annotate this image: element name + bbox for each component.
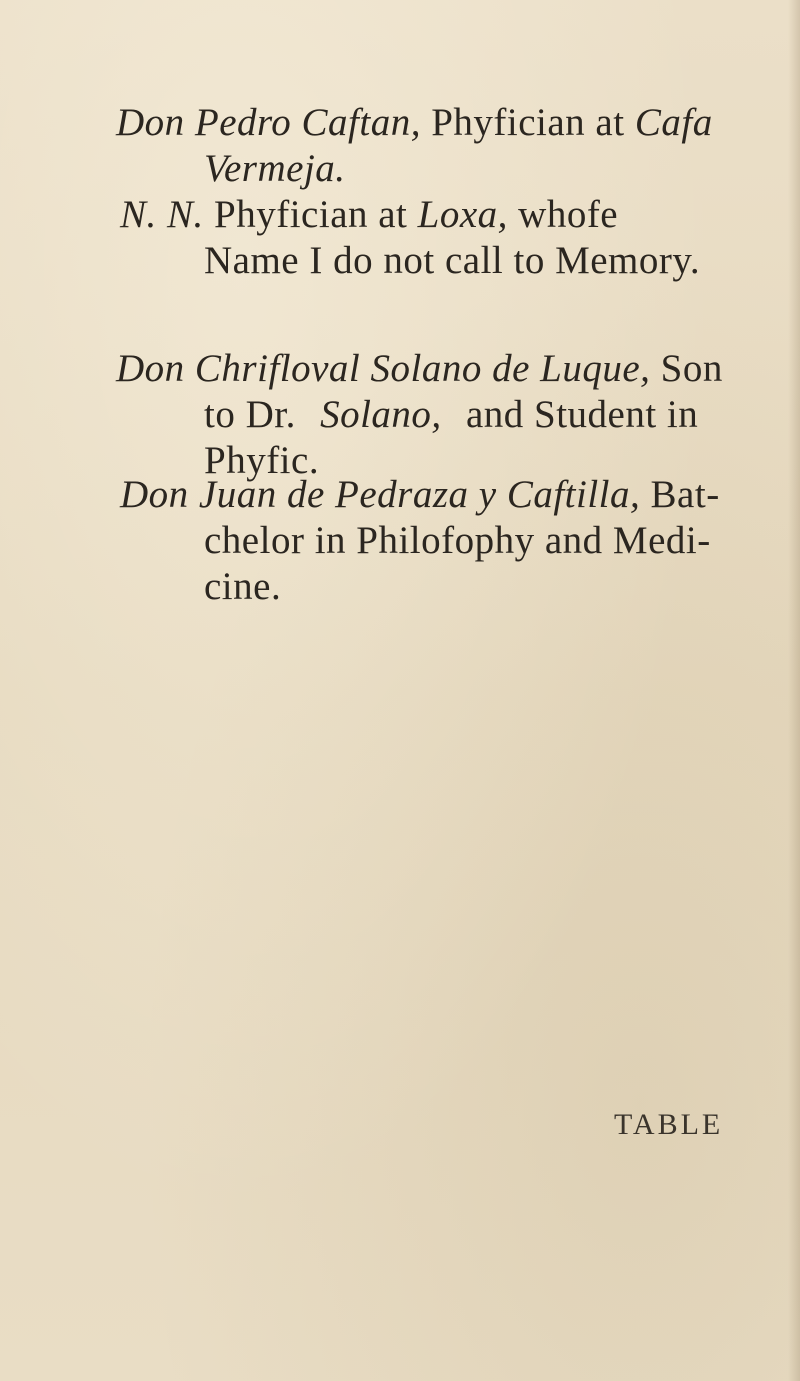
entry-line <box>120 472 740 518</box>
entry-text: Bat- <box>650 473 720 516</box>
entry-name: Don Juan de Pedraza y Caftilla, <box>120 473 641 516</box>
entry-line: Name I do not call to Memory. <box>204 239 701 282</box>
entry-line: cine. <box>204 565 282 608</box>
entry-text: Phyfician at <box>214 193 408 236</box>
entry-pedro-caftan <box>116 100 740 192</box>
entry-line: chelor in Philofophy and Medi- <box>204 519 711 562</box>
entry-name: Don Chrifloval Solano de Luque, <box>116 347 651 390</box>
entry-text: and Student in <box>465 393 699 436</box>
entry-text: Son <box>660 347 723 390</box>
catchword: TABLE <box>614 1108 724 1141</box>
entry-name: N. N. <box>120 193 204 236</box>
entry-line <box>116 100 740 146</box>
entry-text: whofe <box>518 193 619 236</box>
entry-line: Vermeja. <box>204 147 346 190</box>
entry-line: Phyfic. <box>204 439 320 482</box>
entry-line <box>116 346 740 392</box>
entry-text: Phyfician at <box>431 101 625 144</box>
entry-place: Loxa, <box>417 193 508 236</box>
entry-chrifloval-solano <box>116 346 740 484</box>
entry-line <box>120 392 740 438</box>
entry-line <box>120 192 740 238</box>
entry-text: to Dr. <box>204 393 296 436</box>
entry-name: Don Pedro Caftan, <box>116 101 421 144</box>
entry-juan-pedraza <box>120 472 740 610</box>
entry-name: Solano, <box>320 393 442 436</box>
entry-place: Cafa <box>634 101 713 144</box>
entry-nn <box>120 192 740 284</box>
